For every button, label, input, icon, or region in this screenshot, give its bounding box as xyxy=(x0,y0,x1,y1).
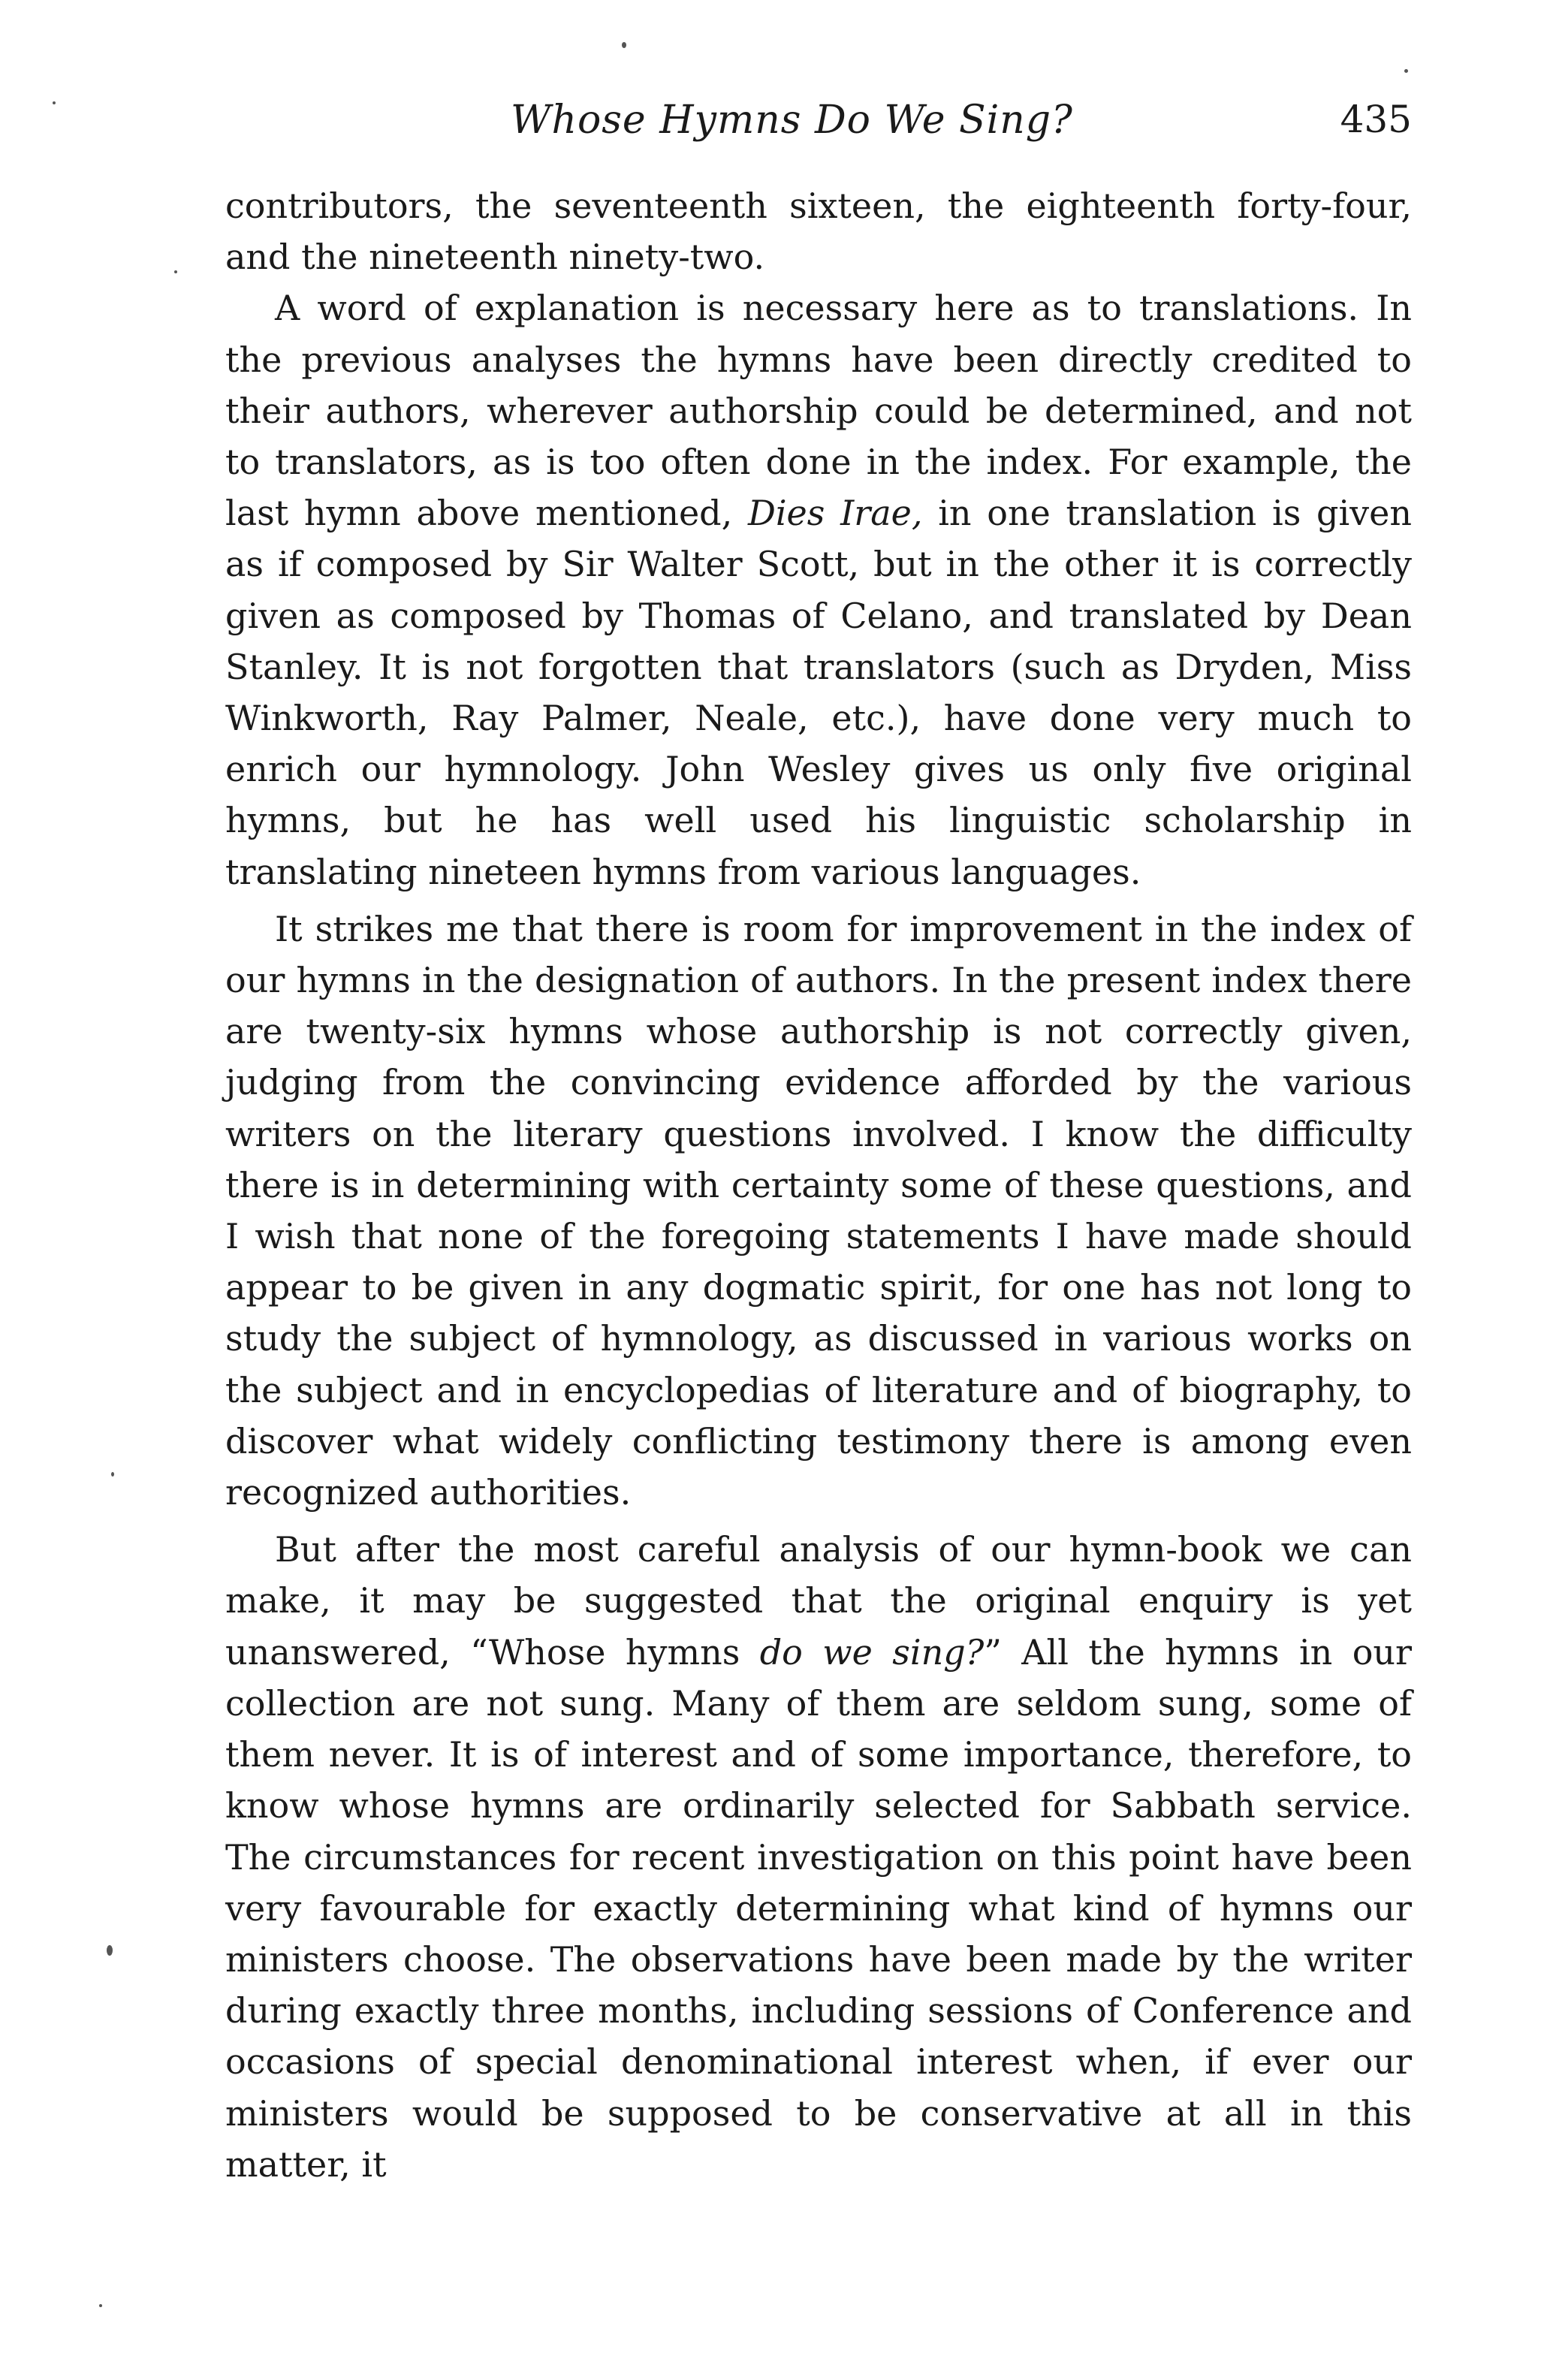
quoted-question-italic: do we sing? xyxy=(759,1631,985,1673)
scan-speck xyxy=(111,1472,114,1477)
paragraph-gap xyxy=(225,897,1412,903)
paragraph-gap xyxy=(225,1518,1412,1524)
page-number: 435 xyxy=(1340,98,1412,141)
paragraph-4-text-b: ” All the hymns in our collection are not sung. Many of them are seldom sung, some of them never. It is of interest and of some importance, therefore, to know whose hymns are ordinarily selected for Sabbath service. The circumstances for recent investigation on this point have been very favourable for exactly determining what kind of hymns our ministers choose. The observations have been made by the writer during exactly three months, including sessions of Conference and occasions of special denominational interest when, if ever our ministers would be supposed to be conservative at all in this matter, it xyxy=(225,1631,1413,2185)
paragraph-2-text-a: A word of explanation is necessary here as to translations. In the previous analyses the hymns have been directly credited to their authors, wherever authorship could be determined, and not to translators, as is too often done in the index. For example, the last hymn above mentioned, xyxy=(225,288,1412,534)
scan-speck xyxy=(622,42,626,48)
paragraph-2 xyxy=(225,282,1412,897)
paragraph-3 xyxy=(225,903,1412,1518)
scan-speck xyxy=(174,270,177,273)
paragraph-2-text-b: in one translation is given as if composed by Sir Walter Scott, but in the other it is correctly given as composed by Thomas of Celano, and translated by Dean Stanley. It is not forgotten that translators (such as Dryden, Miss Winkworth, Ray Palmer, Neale, etc.), have done very much to enrich our hymnology. John Wesley gives us only five original hymns, but he has well used his linguistic scholarship in translating nineteen hymns from various languages. xyxy=(225,493,1412,892)
scan-speck xyxy=(53,101,56,104)
paragraph-4 xyxy=(225,1524,1412,2190)
scan-speck xyxy=(1404,69,1408,73)
body-text xyxy=(225,180,1412,2190)
paragraph-3-text: It strikes me that there is room for improvement in the index of our hymns in the designation of authors. In the present index there are twenty-six hymns whose authorship is not correctly given, judging from the convincing evidence afforded by the various writers on the literary questions involved. I know the difficulty there is in determining with certainty some of these questions, and I wish that none of the foregoing statements I have made should appear to be given in any dogmatic spirit, for one has not long to study the subject of hymnology, as discussed in various works on the subject and in encyclopedias of literature and of biography, to discover what widely conflicting testimony there is among even recognized authorities. xyxy=(225,908,1412,1513)
paragraph-4-text-a: But after the most careful analysis of our hymn-book we can make, it may be suggested that the original enquiry is yet unanswered, “Whose hymns xyxy=(225,1529,1412,1673)
running-head xyxy=(225,98,1412,158)
running-title: Whose Hymns Do We Sing? xyxy=(511,98,1073,143)
dies-irae-title: Dies Irae, xyxy=(747,493,923,534)
scan-speck xyxy=(99,2304,102,2307)
scan-speck xyxy=(107,1945,113,1956)
paragraph-1 xyxy=(225,180,1412,282)
book-page xyxy=(225,98,1412,2190)
paragraph-1-text: contributors, the seventeenth sixteen, the eighteenth forty-four, and the nineteenth ninety-two. xyxy=(225,186,1412,278)
